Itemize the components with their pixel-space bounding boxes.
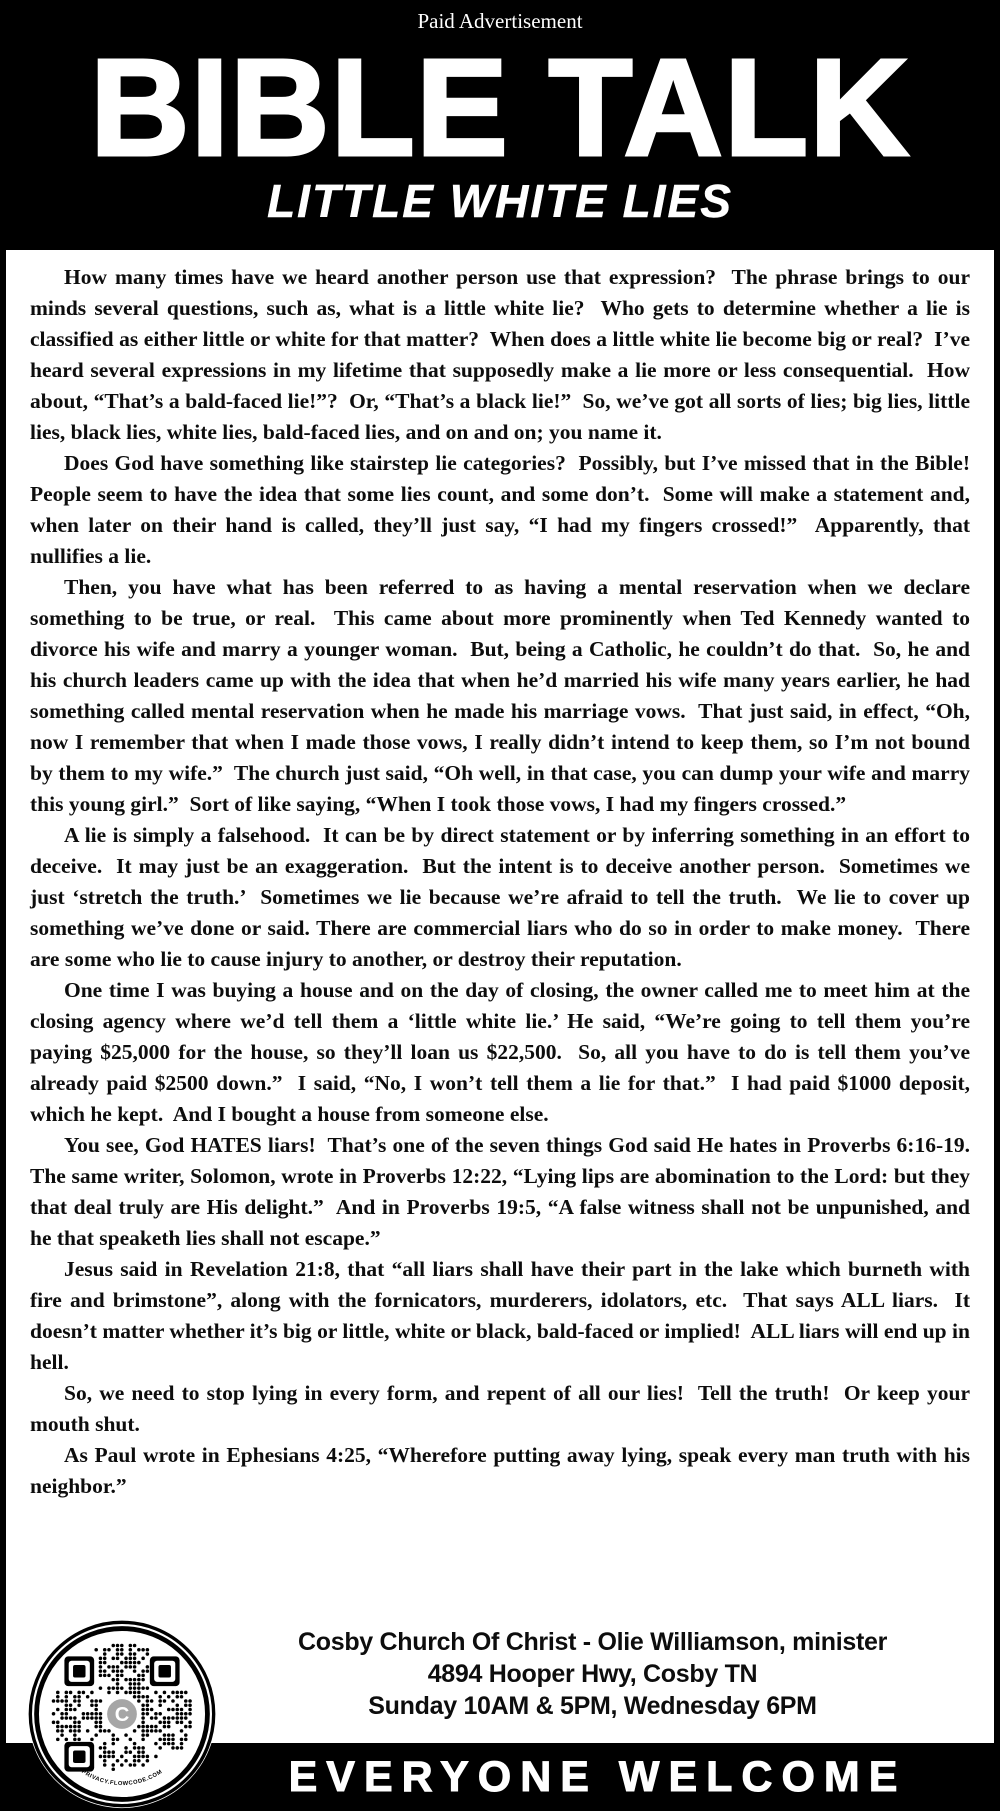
paid-advertisement-label: Paid Advertisement (417, 9, 583, 33)
article-paragraph: You see, God HATES liars! That’s one of the seven things God said He hates in Proverbs 6:16-19. The same writer, Solomon, wrote in Proverbs 12:22, “Lying lips are abomination to the Lord: but they that deal truly are His delight.” And in Proverbs 19:5, “A false witness shall not be unpunished, and he that speaketh lies shall not escape.” (30, 1133, 981, 1250)
article-paragraph: How many times have we heard another person use that expression? The phrase brings to our minds several questions, such as, what is a little white lie? Who gets to determine whether a lie is classified as either little or white for that matter? When does a little white lie become big or real? I’ve heard several expressions in my lifetime that supposedly make a lie more or less consequential. How about, “That’s a bald-faced lie!”? Or, “That’s a black lie!” So, we’ve got all sorts of lies; big lies, little lies, black lies, white lies, bald-faced lies, and on and on; you name it. (30, 265, 976, 444)
article-paragraph: Does God have something like stairstep lie categories? Possibly, but I’ve missed that in the Bible! People seem to have the idea that some lies count, and some don’t. Some will make a statement and, when later on their hand is called, they’ll just say, “I had my fingers crossed!” Apparently, that nullifies a lie. (30, 451, 981, 568)
page-title: BIBLE TALK (89, 31, 910, 185)
article-paragraph: So, we need to stop lying in every form, and repent of all our lies! Tell the truth! Or keep your mouth shut. (30, 1381, 976, 1436)
article-paragraph: Then, you have what has been referred to as having a mental reservation when we declare something to be true, or real. This came about more prominently when Ted Kennedy wanted to divorce his wife and marry a younger woman. But, being a Catholic, he couldn’t do that. So, he and his church leaders came up with the idea that when he’d married his wife many years earlier, he had something called mental reservation when he made his marriage vows. That just said, in effect, “Oh, now I remember that when I made those vows, I really didn’t intend to keep them, so I’m not bound by them to my wife.” The church just said, “Oh well, in that case, you can dump your wife and marry this young girl.” Sort of like saying, “When I took those vows, I had my fingers crossed.” (30, 575, 976, 816)
church-name-minister: Cosby Church Of Christ - Olie Williamson, minister (297, 1628, 888, 1656)
article-paragraph: One time I was buying a house and on the day of closing, the owner called me to meet him at the closing agency where we’d tell them a ‘little white lie.’ He said, “We’re going to tell them you’re paying $25,000 for the house, so they’ll loan us $22,500. So, all you have to do is tell them you’ve already paid $2500 down.” I said, “No, I won’t tell them a lie for that.” I had paid $1000 deposit, which he kept. And I bought a house from someone else. (30, 978, 976, 1126)
qr-finder-bottom-left (64, 1742, 94, 1772)
article-paragraph: As Paul wrote in Ephesians 4:25, “Wherefore putting away lying, speak every man truth with his neighbor.” (30, 1443, 976, 1498)
qr-finder-top-right (150, 1656, 180, 1686)
church-contact-info (205, 1626, 980, 1722)
service-times: Sunday 10AM & 5PM, Wednesday 6PM (368, 1692, 817, 1720)
article-body (30, 262, 981, 1502)
flowcode-qr-icon (26, 1618, 218, 1810)
qr-ring-caption: PRIVACY.FLOWCODE.COM (80, 1768, 164, 1788)
church-address: 4894 Hooper Hwy, Cosby TN (427, 1660, 758, 1688)
article-paragraph: Jesus said in Revelation 21:8, that “all liars shall have their part in the lake which burneth with fire and brimstone”, along with the fornicators, murderers, idolators, etc. That says ALL liars. It doesn’t matter whether it’s big or little, white or black, bald-faced or implied! ALL liars will end up in hell. (30, 1257, 976, 1374)
masthead (0, 0, 1000, 250)
page-subtitle: LITTLE WHITE LIES (267, 175, 733, 227)
article-paper (6, 250, 994, 1743)
qr-finder-top-left (64, 1656, 94, 1686)
qr-center-letter: C (114, 1704, 130, 1727)
article-paragraph: A lie is simply a falsehood. It can be by direct statement or by inferring something in an effort to deceive. It may just be an exaggeration. But the intent is to deceive another person. Sometimes we just ‘stretch the truth.’ Sometimes we lie because we’re afraid to tell the truth. We lie to cover up something we’ve done or said. There are commercial liars who do so in order to make money. There are some who lie to cause injury to another, or destroy their reputation. (30, 823, 976, 971)
welcome-banner-text: EVERYONE WELCOME (288, 1752, 907, 1801)
